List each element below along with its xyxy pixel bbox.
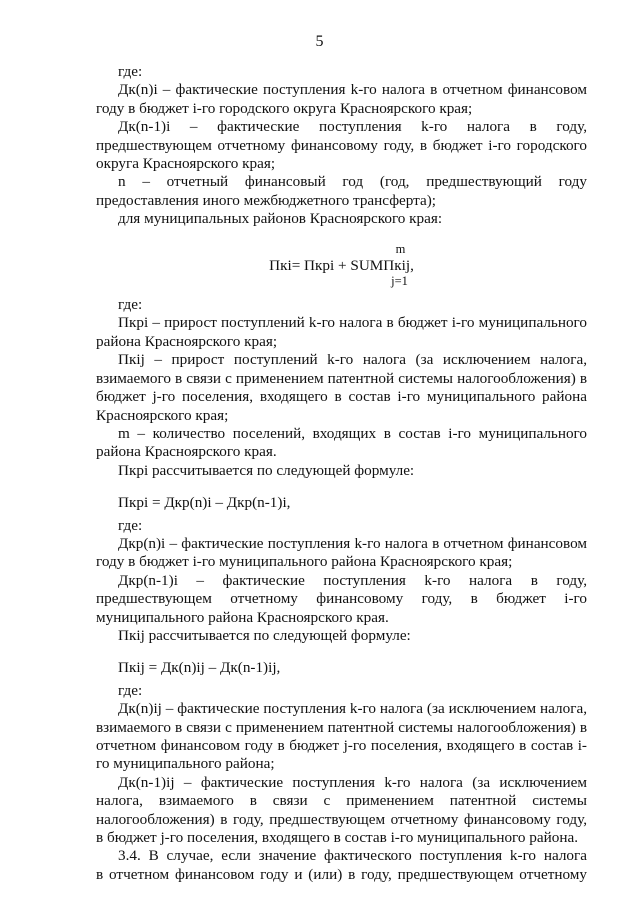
paragraph-m-definition: m – количество поселений, входящих в состав i-го муниципального района Красноярского края. <box>96 424 587 461</box>
paragraph-where-4: где: <box>118 681 143 699</box>
paragraph-pkij-formula-intro: Пкij рассчитывается по следующей формуле: <box>118 626 411 644</box>
paragraph-pkri-formula-intro: Пкрi рассчитывается по следующей формуле: <box>118 461 415 479</box>
paragraph-dk-n-1-ij: Дк(n-1)ij – фактические поступления k-го налога (за исключением налога, взимаемого в связи с применением патентной системы налогообложения) в году, предшествующем отчетному финансовому году, в бюджет j-го поселения, входящего в состав i-го муниципального района. <box>96 773 587 847</box>
paragraph-where-3: где: <box>118 516 143 534</box>
paragraph-n-definition-line2: предоставления иного межбюджетного трансферта); <box>96 191 437 209</box>
formula-pki-block <box>96 243 587 290</box>
formula-pki-main: Пкi= Пкрi + SUMПкij, <box>269 256 414 274</box>
paragraph-where-1: где: <box>118 63 143 80</box>
paragraph-dk-n-i: Дк(n)i – фактические поступления k-го налога в отчетном финансовом году в бюджет i-го городского округа Красноярского края; <box>96 81 587 117</box>
paragraph-municipal-districts: для муниципальных районов Красноярского края: <box>118 210 443 228</box>
paragraph-dkr-n-1-i-line2: предшествующем отчетному финансовому году, в бюджет i-го муниципального района Красноярского края. <box>96 590 587 626</box>
paragraph-3-4-line1: 3.4. В случае, если значение фактического поступления k-го налога <box>118 847 587 865</box>
formula-pki-upper-limit: m <box>395 241 406 256</box>
paragraph-dk-n-1-i: Дк(n-1)i – фактические поступления k-го налога в году, предшествующем отчетному финансовому году, в бюджет i-го городского округа Красноярского края; <box>96 118 587 173</box>
page-number: 5 <box>315 33 324 50</box>
paragraph-where-2: где: <box>118 296 143 314</box>
paragraph-dkr-n-i: Дкр(n)i – фактические поступления k-го налога в отчетном финансовом году в бюджет i-го муниципального района Красноярского края; <box>96 534 587 571</box>
paragraph-pkri-definition: Пкрi – прирост поступлений k-го налога в бюджет i-го муниципального района Красноярского края; <box>96 314 587 350</box>
paragraph-n-definition-line1: n – отчетный финансовый год (год, предшествующий году <box>118 173 587 191</box>
paragraph-dkr-n-1-i-line1: Дкр(n-1)i – фактические поступления k-го налога в году, <box>118 571 587 589</box>
paragraph-3-4-line2: в отчетном финансовом году и (или) в году, предшествующем отчетному <box>96 865 587 883</box>
document-body <box>96 63 587 884</box>
formula-pkij: Пкij = Дк(n)ij – Дк(n-1)ij, <box>118 659 281 677</box>
paragraph-dk-n-ij: Дк(n)ij – фактические поступления k-го налога (за исключением налога, взимаемого в связи с применением патентной системы налогообложения) в отчетном финансовом году в бюджет j-го поселения, входящего в состав i-го муниципального района; <box>96 700 587 773</box>
formula-pkri: Пкрi = Дкр(n)i – Дкр(n-1)i, <box>118 494 291 512</box>
formula-pki-lower-limit: j=1 <box>391 273 408 288</box>
paragraph-pkij-definition: Пкij – прирост поступлений k-го налога (за исключением налога, взимаемого в связи с применением патентной системы налогообложения) в бюджет j-го поселения, входящего в состав i-го муниципального района Красноярского края; <box>96 351 587 424</box>
